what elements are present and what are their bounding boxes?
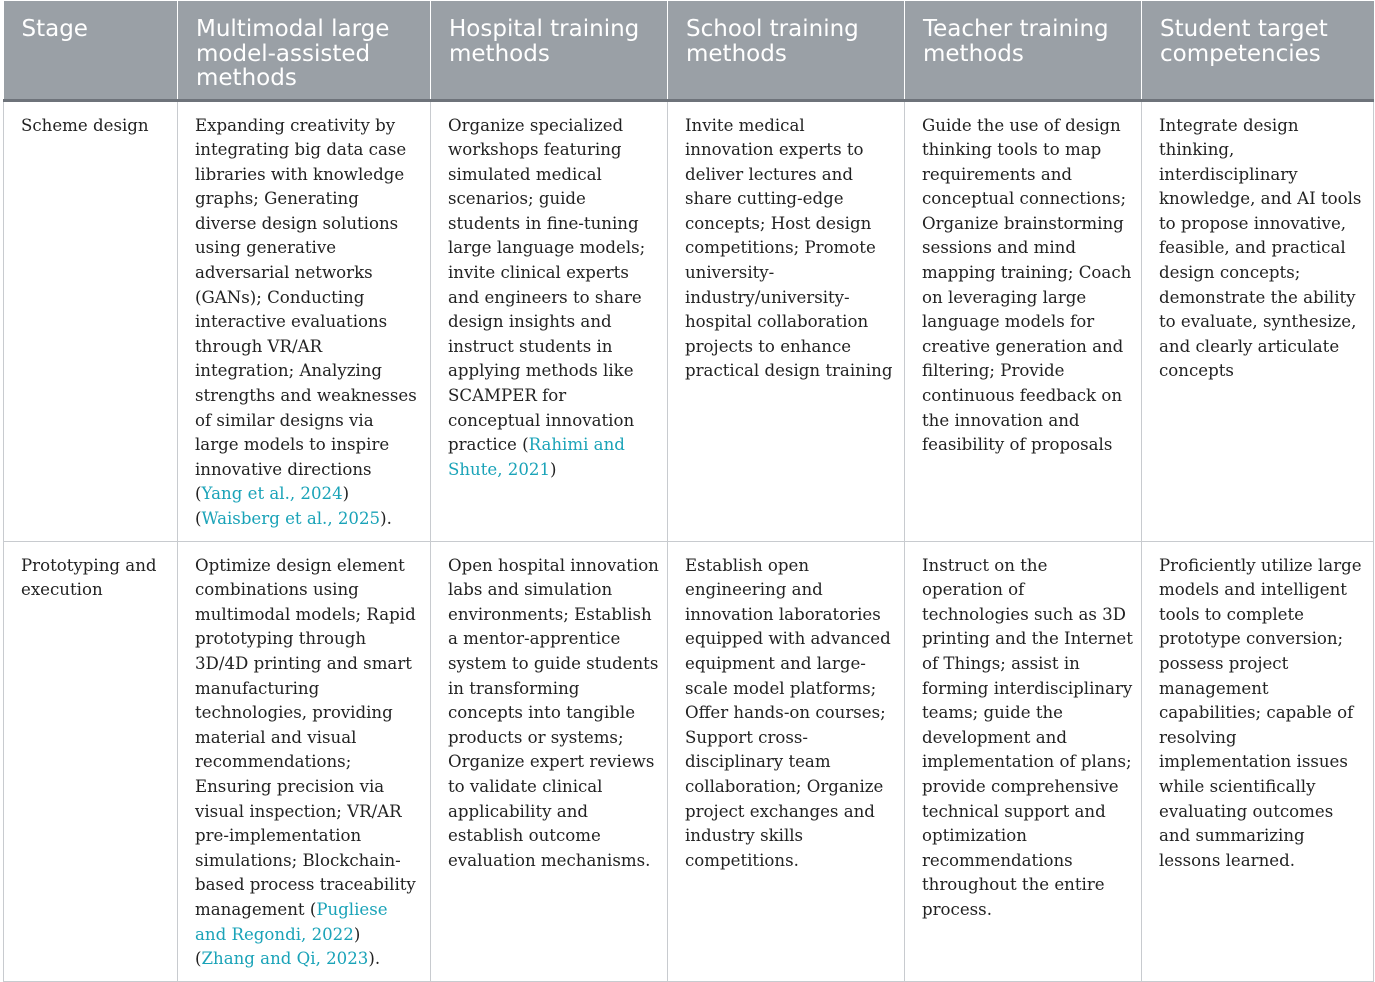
citation-link[interactable]: Yang et al., 2024 xyxy=(201,484,343,504)
cell-school: Establish open engineering and innovation laboratories equipped with advanced equipment and large-scale model platforms; Offer hands-on courses; Support cross-disciplinary team collaboration; Organize project exchanges and industry skills competitions. xyxy=(668,541,905,981)
table-row xyxy=(4,541,1374,981)
cell-stage: Scheme design xyxy=(4,100,178,541)
cell-text: ) xyxy=(550,459,557,479)
table-header-row xyxy=(4,1,1374,100)
header-student-competencies: Student target competencies xyxy=(1142,1,1374,100)
cell-text: ) ( xyxy=(195,924,361,969)
citation-link[interactable]: Pugliese and Regondi, 2022 xyxy=(195,899,388,944)
cell-student: Integrate design thinking, interdisciplinary knowledge, and AI tools to propose innovative, feasible, and practical design concepts; demonstrate the ability to evaluate, synthesize, and clearly articulate concepts xyxy=(1142,100,1374,541)
header-school-methods: School training methods xyxy=(668,1,905,100)
cell-multimodal xyxy=(178,100,431,541)
citation-link[interactable]: Zhang and Qi, 2023 xyxy=(201,949,369,969)
table-row xyxy=(4,100,1374,541)
citation-link[interactable]: Rahimi and Shute, 2021 xyxy=(448,435,625,479)
header-stage: Stage xyxy=(4,1,178,100)
methods-table xyxy=(3,1,1374,982)
header-multimodal-methods: Multimodal large model-assisted methods xyxy=(178,1,431,100)
cell-text: Expanding creativity by integrating big data case libraries with knowledge graphs; Generating diverse design solutions using generative adversarial networks (GANs); Conducting interactive evaluations through VR/AR integration; Analyzing strengths and weaknesses of similar designs via large models to inspire innovative directions ( xyxy=(195,115,417,504)
header-teacher-methods: Teacher training methods xyxy=(905,1,1142,100)
citation-link[interactable]: Waisberg et al., 2025 xyxy=(201,509,381,528)
cell-text: ). xyxy=(368,949,381,969)
cell-text: Optimize design element combinations using multimodal models; Rapid prototyping through 3D/4D printing and smart manufacturing technologies, providing material and visual recommendations; Ensuring precision via visual inspection; VR/AR pre-implementation simulations; Blockchain-based process traceability management ( xyxy=(195,555,416,919)
cell-stage: Prototyping and execution xyxy=(4,541,178,981)
cell-text: ). xyxy=(380,509,392,528)
cell-hospital xyxy=(431,100,668,541)
cell-school: Invite medical innovation experts to deliver lectures and share cutting-edge concepts; Host design competitions; Promote university-industry/university-hospital collaboration projects to enhance practical design training xyxy=(668,100,905,541)
cell-text: Organize specialized workshops featuring simulated medical scenarios; guide students in fine-tuning large language models; invite clinical experts and engineers to share design insights and instruct students in applying methods like SCAMPER for conceptual innovation practice ( xyxy=(448,115,646,455)
cell-student: Proficiently utilize large models and intelligent tools to complete prototype conversion; possess project management capabilities; capable of resolving implementation issues while scientifically evaluating outcomes and summarizing lessons learned. xyxy=(1142,541,1374,981)
cell-teacher: Instruct on the operation of technologies such as 3D printing and the Internet of Things; assist in forming interdisciplinary teams; guide the development and implementation of plans; provide comprehensive technical support and optimization recommendations throughout the entire process. xyxy=(905,541,1142,981)
cell-text: ) ( xyxy=(195,484,350,528)
header-hospital-methods: Hospital training methods xyxy=(431,1,668,100)
cell-multimodal xyxy=(178,541,431,981)
cell-hospital: Open hospital innovation labs and simulation environments; Establish a mentor-apprentice system to guide students in transforming concepts into tangible products or systems; Organize expert reviews to validate clinical applicability and establish outcome evaluation mechanisms. xyxy=(431,541,668,981)
cell-teacher: Guide the use of design thinking tools to map requirements and conceptual connections; Organize brainstorming sessions and mind mapping training; Coach on leveraging large language models for creative generation and filtering; Provide continuous feedback on the innovation and feasibility of proposals xyxy=(905,100,1142,541)
